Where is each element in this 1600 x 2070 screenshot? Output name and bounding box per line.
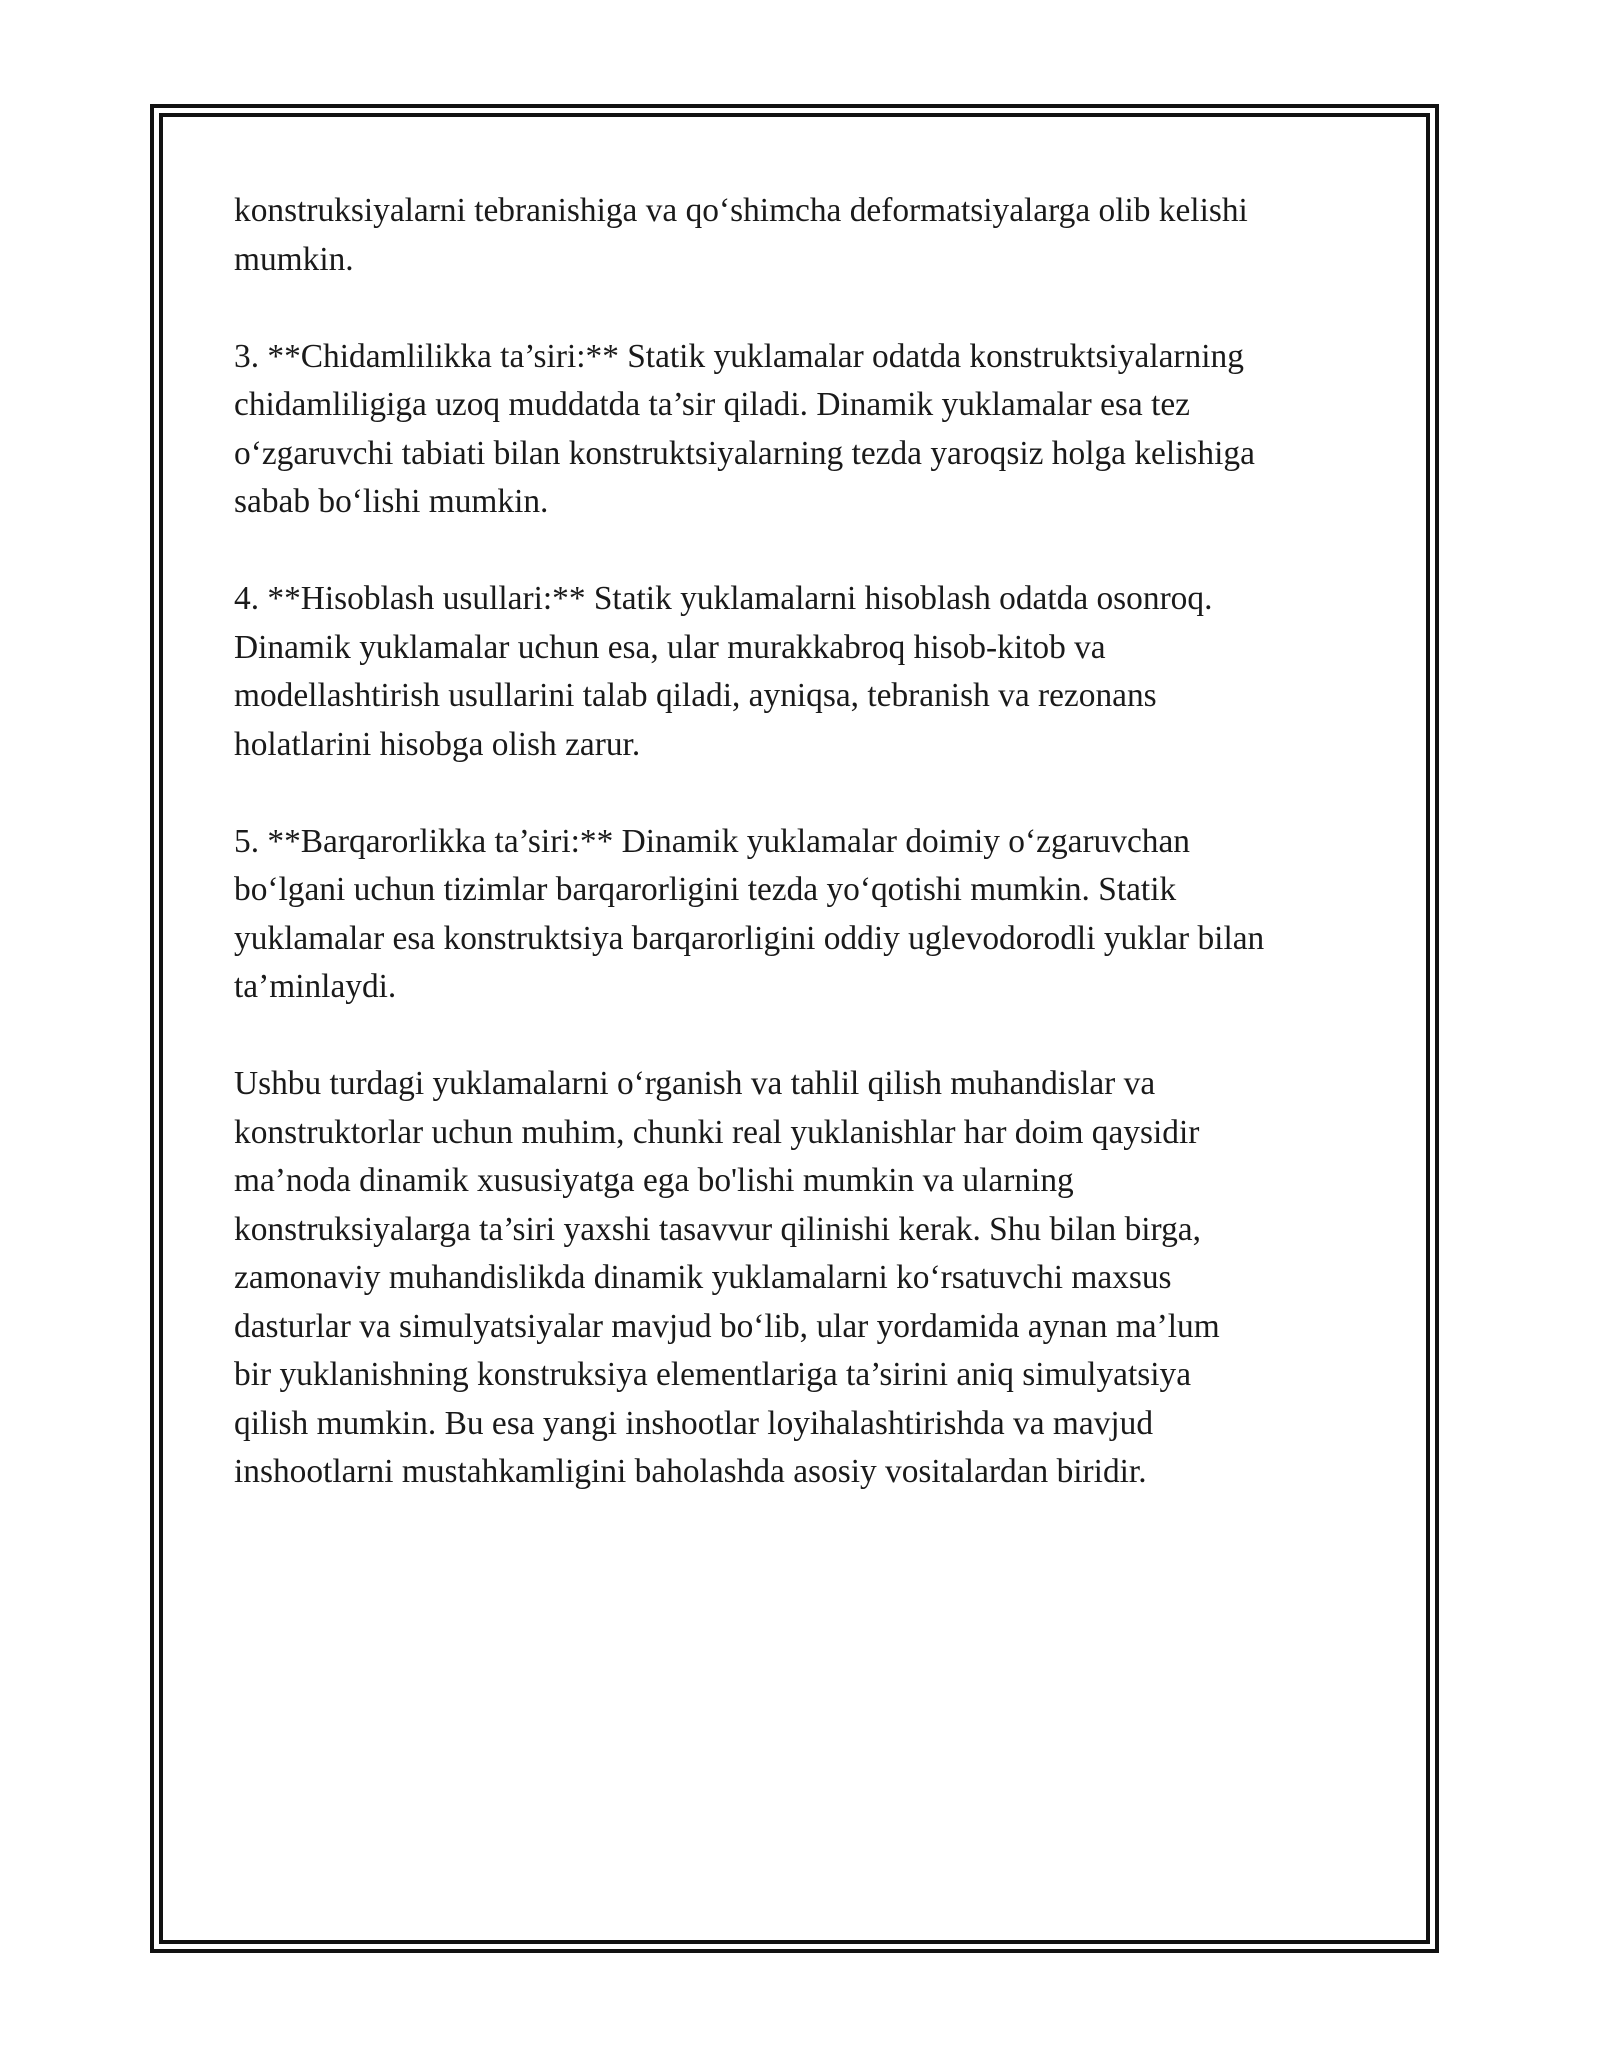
paragraph-item-3 bbox=[234, 333, 1374, 527]
text-line: Ushbu turdagi yuklamalarni o‘rganish va tahlil qilish muhandislar va bbox=[234, 1065, 1156, 1102]
text-line: dasturlar va simulyatsiyalar mavjud bo‘lib, ular yordamida aynan ma’lum bbox=[234, 1307, 1220, 1345]
paragraph-conclusion bbox=[234, 1060, 1374, 1497]
text-line: 4. **Hisoblash usullari:** Statik yuklamalarni hisoblash odatda osonroq. bbox=[234, 580, 1213, 617]
text-line: bir yuklanishning konstruksiya elementlariga ta’sirini aniq simulyatsiya bbox=[234, 1356, 1192, 1393]
paragraph-item-5 bbox=[234, 818, 1374, 1012]
text-line: chidamliligiga uzoq muddatda ta’sir qiladi. Dinamik yuklamalar esa tez bbox=[234, 386, 1190, 423]
document-body bbox=[234, 187, 1374, 1545]
text-line: konstruksiyalarni tebranishiga va qo‘shimcha deformatsiyalarga olib kelishi bbox=[234, 192, 1248, 229]
text-line: qilish mumkin. Bu esa yangi inshootlar loyihalashtirishda va mavjud bbox=[234, 1404, 1154, 1442]
paragraph-continuation bbox=[234, 187, 1374, 284]
text-line: ma’noda dinamik xususiyatga ega bo'lishi mumkin va ularning bbox=[234, 1162, 1074, 1199]
text-line: 5. **Barqarorlikka ta’siri:** Dinamik yuklamalar doimiy o‘zgaruvchan bbox=[234, 822, 1191, 860]
text-line: konstruksiyalarga ta’siri yaxshi tasavvur qilinishi kerak. Shu bilan birga, bbox=[234, 1210, 1201, 1248]
text-line: yuklamalar esa konstruktsiya barqarorligini oddiy uglevodorodli yuklar bilan bbox=[234, 919, 1265, 957]
text-line: mumkin. bbox=[234, 240, 354, 278]
text-line: 3. **Chidamlilikka ta’siri:** Statik yuklamalar odatda konstruktsiyalarning bbox=[234, 337, 1244, 375]
text-line: o‘zgaruvchi tabiati bilan konstruktsiyalarning tezda yaroqsiz holga kelishiga bbox=[234, 434, 1255, 472]
text-line: zamonaviy muhandislikda dinamik yuklamalarni ko‘rsatuvchi maxsus bbox=[234, 1259, 1172, 1296]
text-line: modellashtirish usullarini talab qiladi, ayniqsa, tebranish va rezonans bbox=[234, 677, 1157, 714]
text-line: inshootlarni mustahkamligini baholashda asosiy vositalardan biridir. bbox=[234, 1453, 1147, 1490]
text-line: konstruktorlar uchun muhim, chunki real yuklanishlar har doim qaysidir bbox=[234, 1113, 1200, 1151]
paragraph-item-4 bbox=[234, 575, 1374, 769]
text-line: ta’minlaydi. bbox=[234, 968, 397, 1005]
text-line: sabab bo‘lishi mumkin. bbox=[234, 483, 549, 520]
text-line: holatlarini hisobga olish zarur. bbox=[234, 725, 641, 763]
text-line: Dinamik yuklamalar uchun esa, ular murakkabroq hisob-kitob va bbox=[234, 628, 1106, 666]
text-line: bo‘lgani uchun tizimlar barqarorligini tezda yo‘qotishi mumkin. Statik bbox=[234, 871, 1177, 908]
